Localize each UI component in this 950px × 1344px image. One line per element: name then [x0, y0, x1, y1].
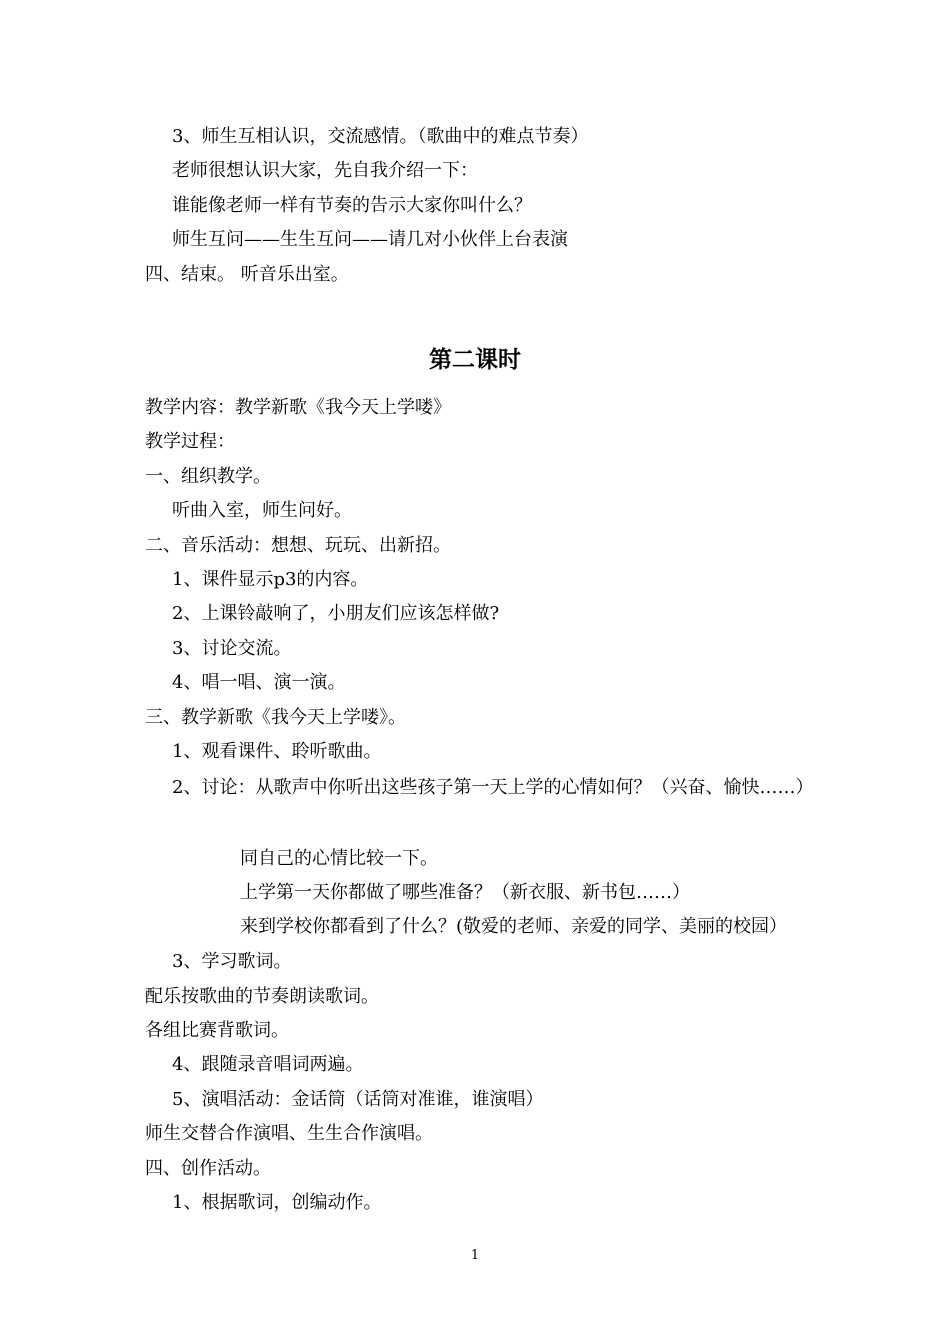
paragraph-line: 4、跟随录音唱词两遍。	[172, 1054, 364, 1075]
paragraph-line: 二、音乐活动：想想、玩玩、出新招。	[145, 535, 451, 556]
paragraph-line: 老师很想认识大家，先自我介绍一下：	[172, 160, 478, 181]
paragraph-line: 上学第一天你都做了哪些准备？（新衣服、新书包……）	[240, 882, 690, 903]
paragraph-line: 师生交替合作演唱、生生合作演唱。	[145, 1123, 433, 1144]
paragraph-line: 配乐按歌曲的节奏朗读歌词。	[145, 986, 379, 1007]
paragraph-line: 三、教学新歌《我今天上学喽》。	[145, 707, 406, 728]
paragraph-line: 4、唱一唱、演一演。	[172, 672, 346, 693]
section-heading: 第二课时	[429, 347, 521, 373]
paragraph-line: 5、演唱活动：金话筒（话筒对准谁，谁演唱）	[172, 1089, 544, 1110]
paragraph-line: 1、课件显示p3的内容。	[172, 569, 369, 590]
paragraph-line: 师生互问——生生互问——请几对小伙伴上台表演	[172, 229, 568, 250]
paragraph-line: 来到学校你都看到了什么？(敬爱的老师、亲爱的同学、美丽的校园）	[240, 916, 788, 937]
paragraph-line: 教学过程：	[145, 431, 235, 452]
paragraph-line: 1、观看课件、聆听歌曲。	[172, 741, 382, 762]
paragraph-line: 谁能像老师一样有节奏的告示大家你叫什么？	[172, 195, 532, 216]
paragraph-line: 四、创作活动。	[145, 1158, 271, 1179]
page-number: 1	[470, 1248, 480, 1263]
paragraph-line: 一、组织教学。	[145, 466, 271, 487]
paragraph-line: 2、上课铃敲响了，小朋友们应该怎样做?	[172, 603, 500, 624]
paragraph-line: 各组比赛背歌词。	[145, 1020, 289, 1041]
paragraph-line: 听曲入室，师生问好。	[172, 500, 352, 521]
paragraph-line: 同自己的心情比较一下。	[240, 848, 438, 869]
paragraph-line: 四、结束。 听音乐出室。	[145, 264, 349, 285]
paragraph-wrapped: 2、讨论：从歌声中你听出这些孩子第一天上学的心情如何？（兴奋、愉快……）	[172, 777, 814, 798]
paragraph-line: 教学内容：教学新歌《我今天上学喽》	[145, 397, 451, 418]
paragraph-line: 1、根据歌词，创编动作。	[172, 1192, 382, 1213]
paragraph-line: 3、学习歌词。	[172, 951, 292, 972]
paragraph-line: 3、师生互相认识，交流感情。（歌曲中的难点节奏）	[172, 126, 589, 147]
paragraph-line: 3、讨论交流。	[172, 638, 292, 659]
